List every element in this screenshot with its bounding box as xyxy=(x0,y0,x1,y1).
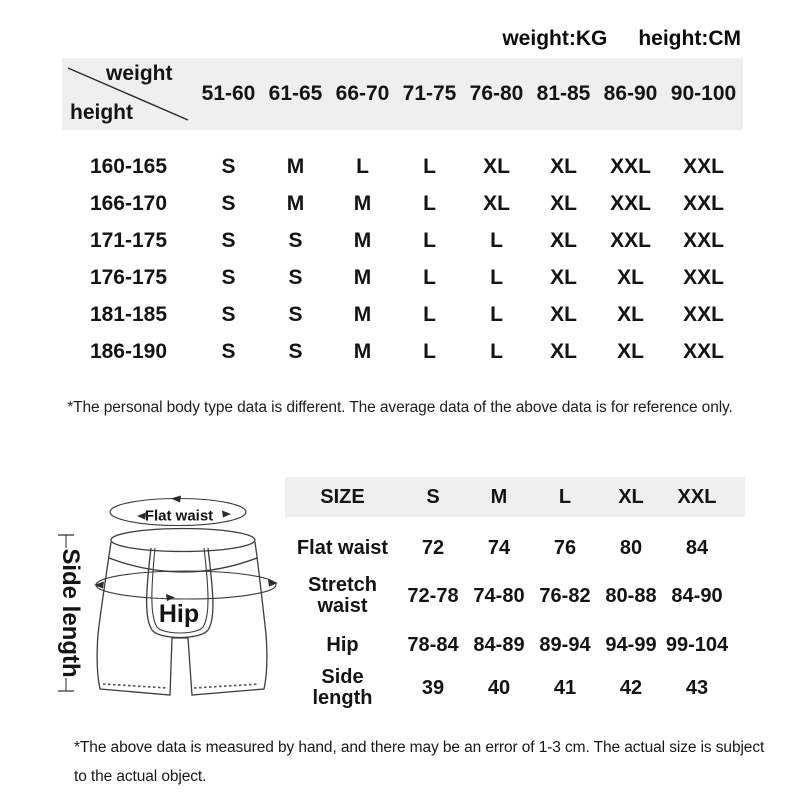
flat-waist-top-arrow xyxy=(171,496,181,503)
size-cell: M xyxy=(286,154,305,178)
size-cell: XXL xyxy=(610,154,651,178)
height-range-label: 176-175 xyxy=(89,265,168,289)
measurement-value: 84-89 xyxy=(473,633,525,656)
size-cell: XL xyxy=(550,265,577,289)
size-cell: XL xyxy=(550,154,577,178)
measurement-value: 74 xyxy=(487,536,511,559)
size-chart-body xyxy=(62,148,743,370)
measurement-value: 76 xyxy=(553,536,577,559)
size-cell: S xyxy=(288,228,303,252)
size-cell: L xyxy=(356,154,369,178)
weight-column-header: 71-75 xyxy=(402,82,457,105)
size-cell: XL xyxy=(550,339,577,363)
measurement-label: Side length xyxy=(312,666,373,709)
height-range-label: 171-175 xyxy=(89,228,168,252)
size-chart-row xyxy=(62,148,743,185)
size-chart-row xyxy=(62,259,743,296)
size-cell: XL xyxy=(550,228,577,252)
measurement-value: 94-99 xyxy=(605,633,657,656)
measurement-value: 39 xyxy=(421,676,445,699)
units-header xyxy=(502,27,741,51)
size-cell: XXL xyxy=(683,265,724,289)
size-cell: L xyxy=(423,228,436,252)
size-cell: XXL xyxy=(610,191,651,215)
measurement-value: 72-78 xyxy=(407,584,459,607)
size-cell: XL xyxy=(483,191,510,215)
size-cell: M xyxy=(353,228,372,252)
size-cell: L xyxy=(423,191,436,215)
measurement-value: 42 xyxy=(619,676,643,699)
hip-ellipse xyxy=(96,571,276,599)
size-chart-header xyxy=(62,58,743,130)
size-cell: XXL xyxy=(683,228,724,252)
measurement-column-header: XL xyxy=(618,485,644,508)
weight-column-header: 76-80 xyxy=(469,82,524,105)
measurement-table-body xyxy=(285,529,745,711)
size-chart-row xyxy=(62,333,743,370)
measurement-column-header: L xyxy=(558,485,572,508)
measurement-table xyxy=(285,477,745,711)
size-cell: XXL xyxy=(683,191,724,215)
hip-left-arrow xyxy=(94,582,104,589)
measurement-label: Stretch waist xyxy=(308,574,377,617)
weight-unit-label: weight:KG xyxy=(502,27,608,50)
size-cell: XL xyxy=(617,265,644,289)
size-cell: M xyxy=(353,191,372,215)
measurement-column-header: XXL xyxy=(677,485,717,508)
size-chart-row xyxy=(62,185,743,222)
measurement-value: 76-82 xyxy=(539,584,591,607)
measurement-column-header: SIZE xyxy=(320,485,365,508)
size-cell: XL xyxy=(550,191,577,215)
size-cell: XXL xyxy=(610,228,651,252)
size-cell: XL xyxy=(550,302,577,326)
measurement-value: 80-88 xyxy=(605,584,657,607)
size-cell: S xyxy=(288,302,303,326)
size-cell: S xyxy=(288,339,303,363)
size-cell: S xyxy=(221,228,236,252)
weight-column-header: 51-60 xyxy=(201,82,256,105)
weight-column-header: 81-85 xyxy=(536,82,591,105)
corner-cell xyxy=(62,58,195,130)
measurement-row xyxy=(285,625,745,665)
size-cell: XL xyxy=(483,154,510,178)
measurement-value: 41 xyxy=(553,676,577,699)
measurement-row xyxy=(285,567,745,625)
size-cell: L xyxy=(490,228,503,252)
corner-weight-label: weight xyxy=(106,62,173,85)
corner-height-label: height xyxy=(70,101,133,124)
size-cell: S xyxy=(221,154,236,178)
size-cell: M xyxy=(353,302,372,326)
side-length-label: Side length xyxy=(57,548,84,678)
weight-column-header: 61-65 xyxy=(268,82,323,105)
measurement-value: 84 xyxy=(685,536,709,559)
size-cell: XXL xyxy=(683,302,724,326)
height-range-label: 166-170 xyxy=(89,191,168,215)
size-cell: L xyxy=(490,265,503,289)
weight-column-header: 86-90 xyxy=(603,82,658,105)
size-cell: S xyxy=(221,191,236,215)
measurement-value: 72 xyxy=(421,536,445,559)
measurement-column-header: M xyxy=(490,485,508,508)
measurement-value: 80 xyxy=(619,536,643,559)
size-cell: XL xyxy=(617,339,644,363)
size-cell: L xyxy=(423,339,436,363)
right-hem-stitching xyxy=(194,684,259,688)
size-cell: S xyxy=(221,302,236,326)
measurement-value: 99-104 xyxy=(665,633,729,656)
size-cell: L xyxy=(423,302,436,326)
size-cell: S xyxy=(221,265,236,289)
weight-column-header: 90-100 xyxy=(670,82,737,105)
height-range-label: 186-190 xyxy=(89,339,168,363)
measurement-row xyxy=(285,665,745,711)
measurement-value: 74-80 xyxy=(473,584,525,607)
flat-waist-label: Flat waist xyxy=(144,507,214,525)
waistband-bottom-edge xyxy=(109,558,257,572)
size-cell: XL xyxy=(617,302,644,326)
size-chart-row xyxy=(62,222,743,259)
size-cell: XXL xyxy=(683,339,724,363)
hip-label: Hip xyxy=(158,600,200,628)
shorts-measurement-diagram xyxy=(40,478,290,728)
measurement-table-header xyxy=(285,477,745,517)
size-cell: L xyxy=(423,154,436,178)
size-chart-row xyxy=(62,296,743,333)
size-cell: S xyxy=(221,339,236,363)
weight-height-size-table xyxy=(62,58,743,370)
size-cell: L xyxy=(490,339,503,363)
measurement-value: 43 xyxy=(685,676,709,699)
size-cell: L xyxy=(423,265,436,289)
size-cell: M xyxy=(353,265,372,289)
measurement-label: Flat waist xyxy=(296,536,389,559)
measurement-value: 78-84 xyxy=(407,633,459,656)
waistband-opening xyxy=(111,529,255,552)
height-range-label: 160-165 xyxy=(89,154,168,178)
size-cell: L xyxy=(490,302,503,326)
measurement-value: 89-94 xyxy=(539,633,591,656)
size-cell: S xyxy=(288,265,303,289)
measurement-note: *The above data is measured by hand, and there may be an error of 1-3 cm. The actual size is subject to the actual object. xyxy=(74,739,765,785)
weight-column-header: 66-70 xyxy=(335,82,390,105)
measurement-value: 40 xyxy=(487,676,511,699)
measurement-row xyxy=(285,529,745,567)
size-cell: M xyxy=(353,339,372,363)
left-hem-stitching xyxy=(103,684,168,688)
measurement-column-header: S xyxy=(426,485,440,508)
measurement-label: Hip xyxy=(326,633,359,656)
measurement-value: 84-90 xyxy=(671,584,723,607)
size-chart-note: *The personal body type data is different. The average data of the above data is for reference only. xyxy=(67,399,733,416)
height-unit-label: height:CM xyxy=(638,27,741,50)
size-cell: M xyxy=(286,191,305,215)
flat-waist-right-arrow xyxy=(222,511,231,518)
height-range-label: 181-185 xyxy=(89,302,168,326)
size-cell: XXL xyxy=(683,154,724,178)
